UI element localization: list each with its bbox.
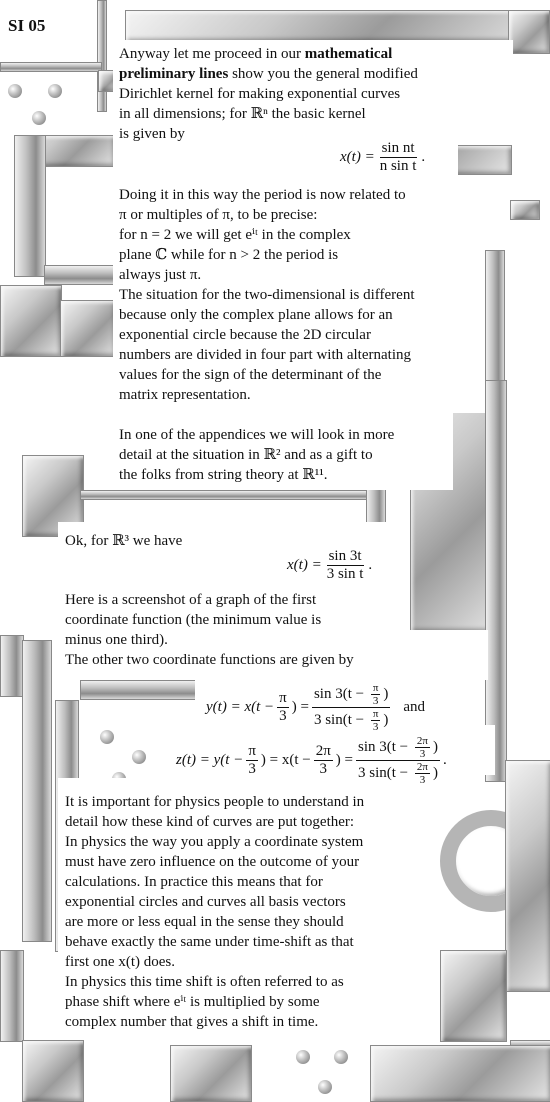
bold-run: preliminary lines [119,66,229,82]
decor-dot [132,750,146,764]
decor-tile [505,760,550,992]
text-run: show you the general modified [228,66,418,82]
eq-numerator: 2π [416,761,428,773]
eq-denominator: 3 [419,748,426,760]
equation-dirichlet-kernel [340,140,425,175]
para6-line9: first one x(t) does. [65,954,175,970]
para6-line6: exponential circles and curves all basis vectors [65,894,346,910]
eq-and: and [403,699,426,715]
eq-denominator: 3 [372,721,379,733]
eq-fraction-2pi [314,743,333,778]
eq-lhs: y(t) = x(t − [206,699,275,715]
decor-tile [508,10,550,54]
para6-line10: In physics this time shift is often referred to as [65,974,344,990]
eq-numerator: π [372,708,379,720]
para1-line3: Dirichlet kernel for making exponential curves [119,86,401,102]
para3-line3: the folks from string theory at ℝ¹¹. [119,467,328,483]
para1-line5: is given by [119,126,185,142]
eq-inner-fraction [371,708,381,733]
para6-line11: phase shift where eⁱᵗ is multiplied by some [65,994,320,1010]
decor-bar [0,62,102,72]
eq-inner-fraction [415,761,430,786]
page-label: SI 05 [8,16,46,35]
eq-numerator: 2π [416,735,428,747]
eq-numerator: π [279,690,287,706]
eq-denominator: 3 [279,708,287,724]
eq-denominator: 3 [248,761,256,777]
eq-fraction-main [356,735,440,786]
decor-bar [485,380,507,782]
eq-denominator [312,708,390,733]
text-run: sin 3(t − [313,685,368,702]
para1-line2 [119,64,418,84]
decor-dot [32,111,46,125]
para6-line5: calculations. In practice this means that for [65,874,323,890]
para2-line11: matrix representation. [119,387,251,403]
para3-line1: In one of the appendices we will look in more [119,427,395,443]
eq-end: . [368,557,373,573]
eq-numerator: sin 3t [328,548,362,564]
decor-dot [334,1050,348,1064]
para3-line2: detail at the situation in ℝ² and as a gift to [119,447,373,463]
eq-lhs: z(t) = y(t − [176,752,244,768]
eq-numerator [312,682,390,708]
para1-line4: in all dimensions; for ℝⁿ the basic kernel [119,106,366,122]
para5-line1: Here is a screenshot of a graph of the first [65,592,317,608]
para2-line6: The situation for the two-dimensional is different [119,287,415,303]
decor-tile [170,1045,252,1102]
eq-mid: ) = x(t − [260,752,311,768]
para5-line3: minus one third). [65,632,168,648]
decor-dot [100,730,114,744]
para6-line7: are more or less equal in the sense they should [65,914,344,930]
para2-line7: because only the complex plane allows for an [119,307,393,323]
para1-line1 [119,44,392,64]
eq-numerator [356,735,440,761]
eq-denominator: 3 [372,695,379,707]
bold-run: mathematical [304,46,393,62]
decor-bar [80,680,197,700]
decor-dot [8,84,22,98]
eq-fraction-pi [246,743,258,778]
text-run: sin 3(t − [358,738,412,755]
eq-numerator: 2π [315,743,331,759]
decor-bar [44,265,116,285]
decor-tile [22,1040,84,1102]
equation-y [206,682,425,733]
text-run: ) [432,738,438,755]
text-run: 3 sin(t − [313,711,368,728]
eq-denominator: n sin t [379,158,417,174]
eq-end: . [442,752,447,768]
equation-z [176,735,447,786]
decor-dot [318,1080,332,1094]
decor-bar [366,485,386,523]
decor-tile [440,950,507,1042]
para2-line2: π or multiples of π, to be precise: [119,207,318,223]
decor-dot [48,84,62,98]
para2-line4: plane ℂ while for n > 2 the period is [119,247,339,263]
decor-tile [125,10,547,42]
decor-dot [296,1050,310,1064]
eq-fraction [378,140,419,175]
eq-numerator: π [372,682,379,694]
para6-line12: complex number that gives a shift in time. [65,1014,319,1030]
para6-line1: It is important for physics people to understand in [65,794,365,810]
decor-bar [22,640,52,942]
decor-tile [0,285,62,357]
eq-numerator: sin nt [381,140,415,156]
text-run: Anyway let me proceed in our [119,46,305,62]
para6-line3: In physics the way you apply a coordinate system [65,834,364,850]
eq-inner-fraction [415,735,430,760]
para6-line4: must have zero influence on the outcome of your [65,854,360,870]
text-run: ) [383,711,389,728]
para5-line4: The other two coordinate functions are given by [65,652,354,668]
decor-tile [510,200,540,220]
para6-line8: behave exactly the same under time-shift as that [65,934,354,950]
decor-bar [97,0,107,112]
text-run: ) [432,764,438,781]
decor-bar [0,950,24,1042]
eq-denominator: 3 sin t [326,566,364,582]
para6-line2: detail how these kind of curves are put together: [65,814,355,830]
decor-bar [80,490,382,500]
eq-inner-fraction [371,682,381,707]
para5-line2: coordinate function (the minimum value is [65,612,322,628]
equation-x-r3 [287,548,372,583]
decor-bar [485,250,505,382]
para2-line10: values for the sign of the determinant of the [119,367,382,383]
eq-fraction-pi [277,690,289,725]
text-run: 3 sin(t − [358,764,412,781]
eq-mid: ) = [335,752,354,768]
para2-line8: exponential circle because the 2D circular [119,327,371,343]
para2-line5: always just π. [119,267,202,283]
eq-lhs: x(t) = [340,149,375,165]
eq-end: . [421,149,426,165]
para2-line1: Doing it in this way the period is now related to [119,187,406,203]
decor-tile [370,1045,550,1102]
eq-fraction [325,548,366,583]
para4-line1: Ok, for ℝ³ we have [65,533,183,549]
eq-denominator: 3 [419,774,426,786]
text-run: ) [383,685,389,702]
eq-mid: ) = [291,699,309,715]
para2-line3: for n = 2 we will get eⁱᵗ in the complex [119,227,351,243]
eq-denominator: 3 [319,761,327,777]
para2-line9: numbers are divided in four part with alternating [119,347,411,363]
eq-numerator: π [248,743,256,759]
eq-fraction-main [312,682,390,733]
eq-denominator [356,761,440,786]
decor-bar [0,635,24,697]
decor-bar [14,135,46,277]
decor-tile [60,300,117,357]
eq-lhs: x(t) = [287,557,322,573]
